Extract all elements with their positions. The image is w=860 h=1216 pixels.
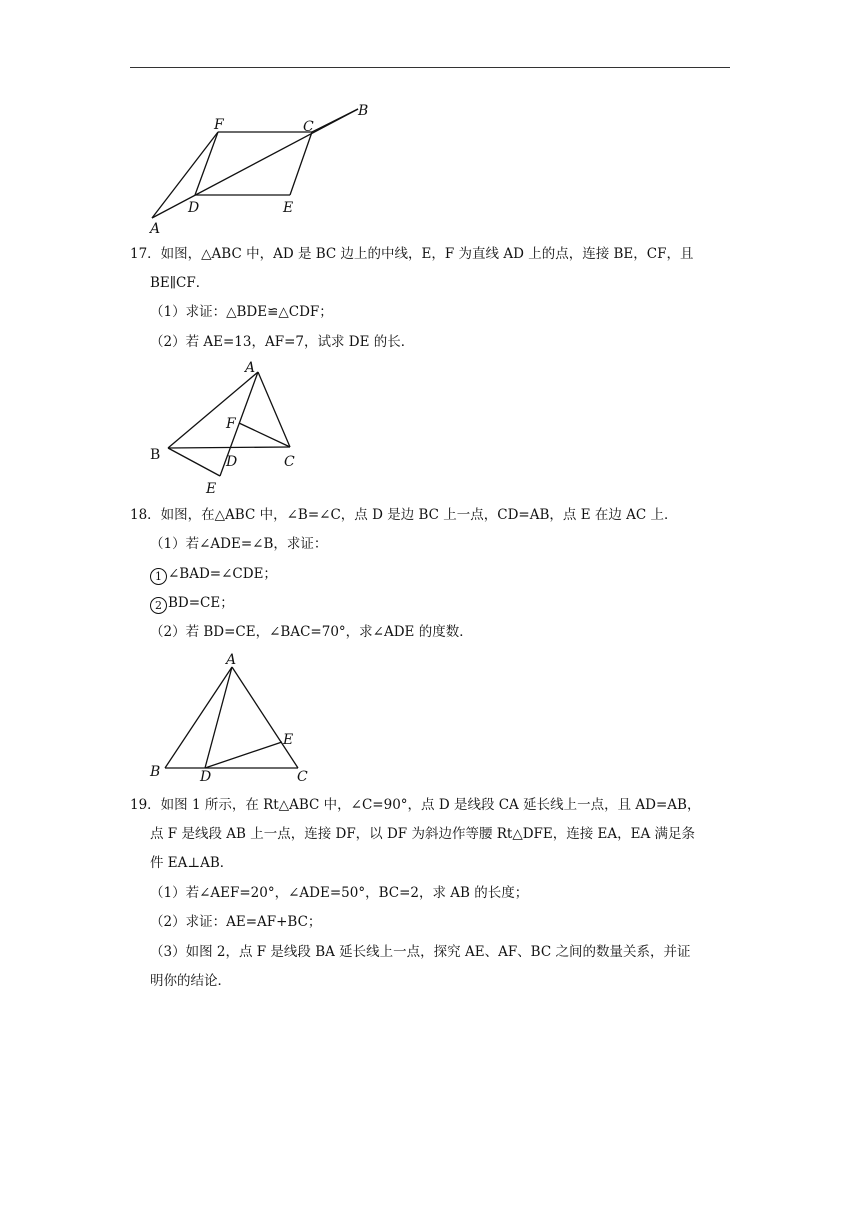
- fig16-label-C: C: [303, 119, 314, 135]
- fig18-label-C: C: [297, 769, 308, 785]
- fig16-label-E: E: [283, 200, 294, 216]
- fig17-label-D: D: [226, 454, 238, 470]
- circled-marker-2: 2: [150, 597, 167, 614]
- q18-item1-text: ∠BAD=∠CDE；: [168, 566, 277, 582]
- circled-marker-1: 1: [150, 568, 167, 585]
- q19-stem-line3: 件 EA⊥AB．: [150, 855, 234, 871]
- fig18-label-A: A: [226, 652, 237, 668]
- q18-part1: （1）若∠ADE=∠B，求证：: [150, 536, 328, 552]
- q18-part1-item2: [150, 593, 760, 614]
- fig18-label-D: D: [200, 769, 212, 785]
- q19-part3-line1: （3）如图 2，点 F 是线段 BA 延长线上一点，探究 AE、AF、BC 之间的数量关系，并证: [150, 944, 691, 960]
- fig17-label-A: A: [245, 360, 256, 376]
- q18-stem: 18．如图，在△ABC 中，∠B=∠C，点 D 是边 BC 上一点，CD=AB，点 E 在边 AC 上．: [130, 507, 678, 523]
- fig16-label-B: B: [358, 103, 369, 119]
- q18-item2-text: BD=CE；: [168, 595, 234, 611]
- q19-part3-line2: 明你的结论．: [150, 973, 231, 989]
- fig17-label-F: F: [226, 416, 236, 432]
- fig17-label-B: B: [150, 447, 161, 463]
- q19-stem-line2: 点 F 是线段 AB 上一点，连接 DF，以 DF 为斜边作等腰 Rt△DFE，连接 EA，EA 满足条: [150, 826, 696, 842]
- figure-q16-parallelogram: [140, 95, 380, 240]
- header-rule: [130, 67, 730, 68]
- q19-stem-line1: 19．如图 1 所示，在 Rt△ABC 中，∠C=90°，点 D 是线段 CA 延长线上一点，且 AD=AB，: [130, 797, 701, 813]
- fig17-label-C: C: [284, 454, 295, 470]
- q19-part1: （1）若∠AEF=20°，∠ADE=50°，BC=2，求 AB 的长度；: [150, 885, 529, 901]
- q18-part1-item1: [150, 564, 760, 585]
- q18-part2: （2）若 BD=CE，∠BAC=70°，求∠ADE 的度数．: [150, 624, 473, 640]
- q17-part2: （2）若 AE=13，AF=7，试求 DE 的长．: [150, 334, 415, 350]
- fig16-label-F: F: [214, 117, 224, 133]
- q17-part1: （1）求证：△BDE≌△CDF；: [150, 304, 333, 320]
- fig16-label-A: A: [150, 221, 161, 237]
- fig18-label-E: E: [283, 732, 294, 748]
- fig17-label-E: E: [206, 481, 217, 497]
- q17-stem-line1: 17．如图，△ABC 中，AD 是 BC 边上的中线，E，F 为直线 AD 上的点，连接 BE，CF，且: [130, 246, 694, 262]
- q19-part2: （2）求证：AE=AF+BC；: [150, 914, 322, 930]
- fig18-label-B: B: [150, 764, 161, 780]
- figure-q18-triangle: [140, 645, 330, 790]
- figure-q17-triangle: [140, 355, 320, 500]
- fig16-label-D: D: [188, 200, 200, 216]
- q17-stem-line2: BE∥CF．: [150, 275, 210, 291]
